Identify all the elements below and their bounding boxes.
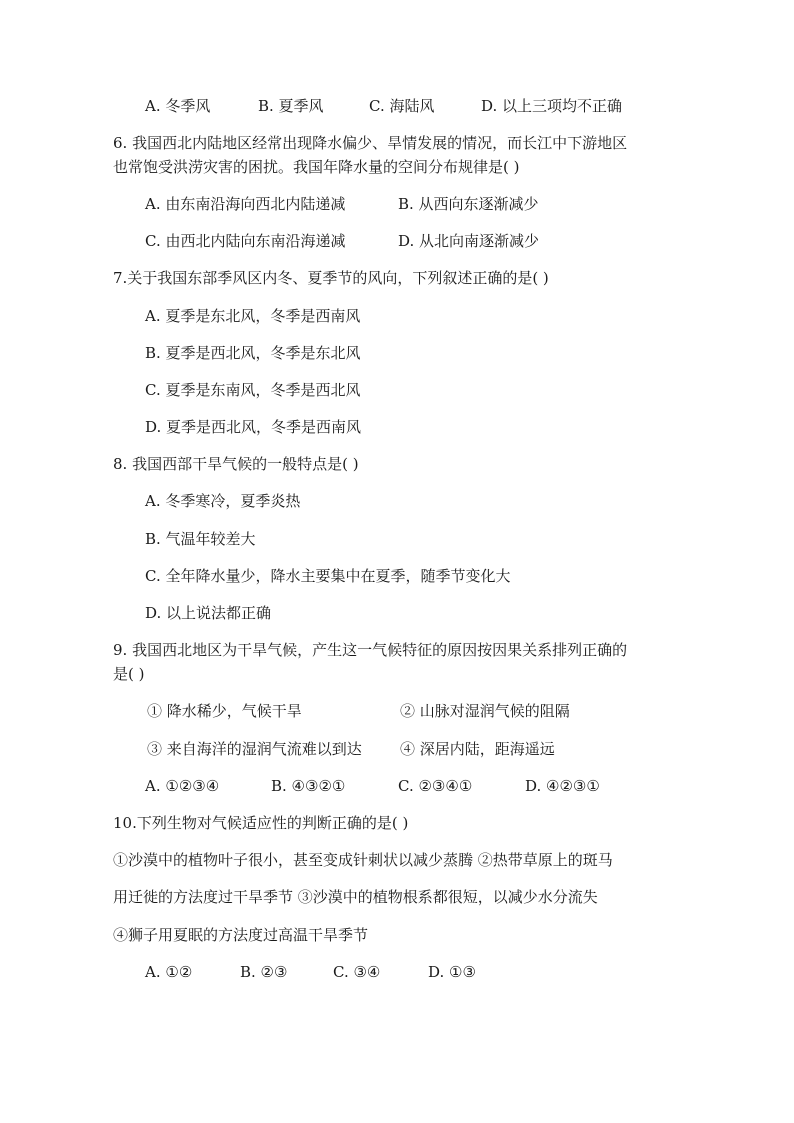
q6-option-c: C. 由西北内陆向东南沿海递减	[145, 232, 346, 250]
q10-option-a: A. ①②	[145, 963, 193, 981]
q7-stem: 7.关于我国东部季风区内冬、夏季节的风向，下列叙述正确的是( )	[113, 269, 549, 287]
q10-body-line1: ①沙漠中的植物叶子很小，甚至变成针刺状以减少蒸腾 ②热带草原上的斑马	[113, 851, 613, 869]
q9-stem-line2: 是( )	[113, 665, 145, 683]
q8-option-c: C. 全年降水量少，降水主要集中在夏季，随季节变化大	[145, 567, 511, 585]
q8-stem: 8. 我国西部干旱气候的一般特点是( )	[113, 455, 359, 473]
q9-option-c: C. ②③④①	[398, 777, 473, 795]
q9-item-4: ④ 深居内陆，距海遥远	[400, 740, 555, 758]
q8-option-a: A. 冬季寒冷，夏季炎热	[145, 492, 301, 510]
q9-option-a: A. ①②③④	[145, 777, 220, 795]
q6-option-b: B. 从西向东逐渐减少	[398, 195, 539, 213]
q6-option-a: A. 由东南沿海向西北内陆递减	[145, 195, 346, 213]
q5-option-c: C. 海陆风	[369, 97, 435, 115]
q6-stem-line1: 6. 我国西北内陆地区经常出现降水偏少、旱情发展的情况，而长江中下游地区	[113, 134, 628, 152]
q5-option-a: A. 冬季风	[145, 97, 211, 115]
q10-body-line2: 用迁徙的方法度过干旱季节 ③沙漠中的植物根系都很短，以减少水分流失	[113, 888, 598, 906]
q9-stem-line1: 9. 我国西北地区为干旱气候，产生这一气候特征的原因按因果关系排列正确的	[113, 641, 628, 659]
q9-option-b: B. ④③②①	[271, 777, 346, 795]
q6-stem-line2: 也常饱受洪涝灾害的困扰。我国年降水量的空间分布规律是( )	[113, 158, 520, 176]
q8-option-d: D. 以上说法都正确	[145, 604, 272, 622]
q9-item-1: ① 降水稀少，气候干旱	[147, 702, 302, 720]
q9-option-d: D. ④②③①	[525, 777, 600, 795]
q7-option-d: D. 夏季是西北风，冬季是西南风	[145, 418, 362, 436]
q10-body-line3: ④狮子用夏眠的方法度过高温干旱季节	[113, 926, 369, 944]
q7-option-a: A. 夏季是东北风，冬季是西南风	[145, 307, 361, 325]
q8-option-b: B. 气温年较差大	[145, 530, 256, 548]
q5-option-d: D. 以上三项均不正确	[481, 97, 623, 115]
q10-option-b: B. ②③	[240, 963, 288, 981]
q6-option-d: D. 从北向南逐渐减少	[398, 232, 540, 250]
q10-stem: 10.下列生物对气候适应性的判断正确的是( )	[113, 814, 409, 832]
q10-option-c: C. ③④	[333, 963, 381, 981]
q9-item-2: ② 山脉对湿润气候的阻隔	[400, 702, 570, 720]
q5-option-b: B. 夏季风	[258, 97, 324, 115]
q7-option-c: C. 夏季是东南风，冬季是西北风	[145, 381, 361, 399]
q7-option-b: B. 夏季是西北风，冬季是东北风	[145, 344, 361, 362]
q9-item-3: ③ 来自海洋的湿润气流难以到达	[147, 740, 362, 758]
q10-option-d: D. ①③	[428, 963, 476, 981]
